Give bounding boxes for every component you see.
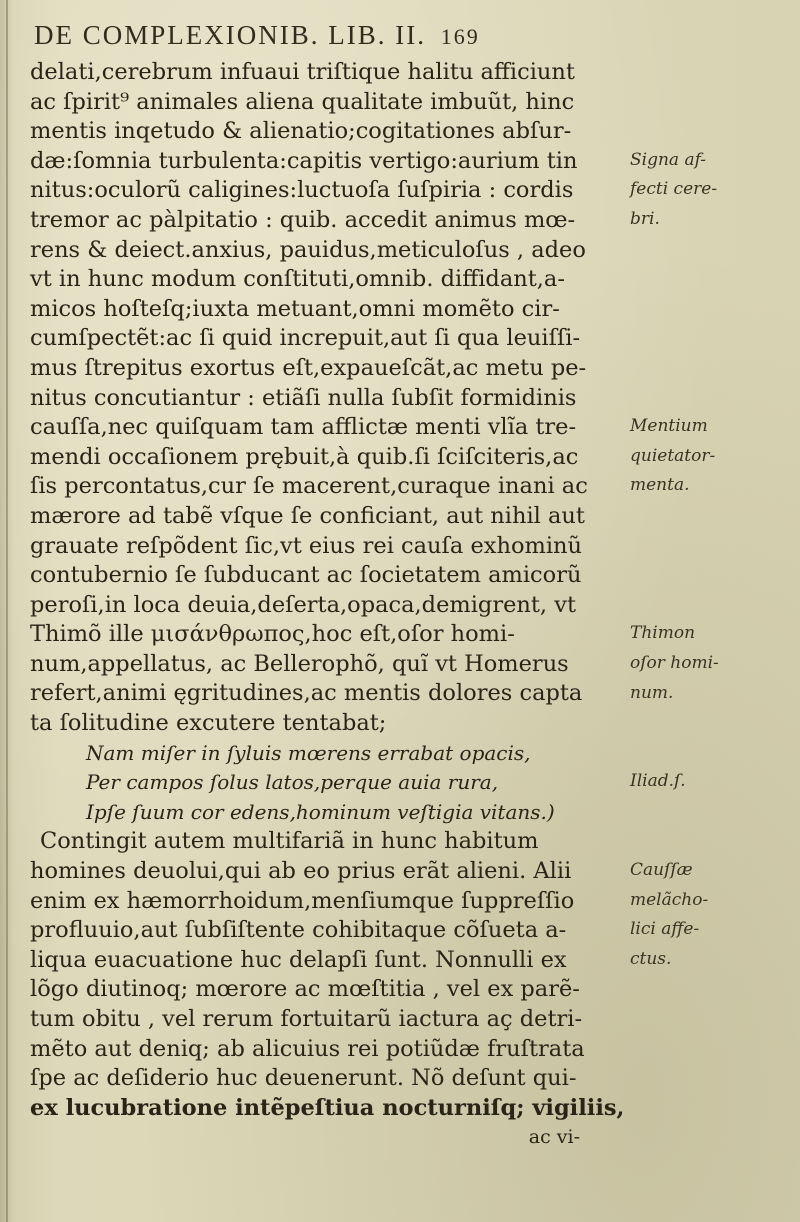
running-head-title: DE COMPLEXIONIB. LIB. II. [34, 20, 426, 50]
text-line: Ipſe ſuum cor edens,hominum veſtigia vitans.) [86, 799, 555, 824]
text-line: homines deuolui,qui ab eo prius erãt alieni. Alii [30, 858, 572, 885]
main-text-block [30, 58, 625, 1153]
text-line: liqua euacuatione huc delapſi ſunt. Nonnulli ex [30, 946, 567, 973]
text-line: nitus concutiantur : etiãſi nulla ſubſit formidinis [30, 384, 577, 411]
text-line: mærore ad tabẽ vſque ſe conficiant, aut nihil aut [30, 502, 585, 529]
text-line: contubernio ſe ſubducant ac ſocietatem amicorũ [30, 562, 582, 589]
margin-note: Cauſſæ [630, 860, 693, 881]
page-gutter-line [6, 0, 8, 1222]
text-line: Thimõ ille μισάνθρωπος,hoc eſt,oſor homi- [30, 621, 515, 648]
text-line: grauate reſpõdent ſic,vt eius rei cauſa exhominũ [30, 532, 582, 559]
margin-note: oſor homi- [630, 653, 719, 673]
text-line: profluuio,aut ſubſiſtente cohibitaque cõſueta a- [30, 917, 567, 944]
margin-note: Signa af- [630, 149, 707, 170]
text-line: ex lucubratione intẽpeſtiua nocturniſq; vigiliis, [30, 1094, 625, 1121]
text-line: mentis inqetudo & alienatio;cogitationes abſur- [30, 118, 572, 145]
text-line: rens & deiect.anxius, pauidus,meticuloſus , adeo [30, 236, 586, 263]
text-line: ſis percontatus,cur ſe macerent,curaque inani ac [30, 473, 588, 500]
margin-note: Thimon [630, 623, 696, 644]
page-number: 169 [440, 24, 480, 49]
margin-note: lici affe- [630, 919, 700, 940]
text-line: refert,animi ęgritudines,ac mentis dolores capta [30, 680, 583, 707]
text-line: mendi occaſionem prębuit,à quib.ſi ſciſciteris,ac [30, 443, 579, 470]
text-line: ſpe ac deſiderio huc deuenerunt. Nõ deſunt qui- [30, 1065, 577, 1092]
text-line: Contingit autem multifariã in hunc habitum [40, 828, 539, 855]
text-line: dæ:ſomnia turbulenta:capitis vertigo:aurium tin [30, 147, 578, 174]
margin-note: bri. [630, 209, 660, 229]
margin-note: quietator- [630, 445, 716, 466]
catchword: ac vi- [528, 1126, 580, 1149]
text-line: Nam miſer in ſyluis mœrens errabat opacis, [86, 740, 531, 765]
text-line: vt in hunc modum conſtituti,omnib. diffidant,a- [30, 266, 565, 293]
text-line: ac ſpirit⁹ animales aliena qualitate imbuũt, hinc [30, 88, 575, 115]
text-line: lõgo diutinoq; mœrore ac mœſtitia , vel ex parẽ- [30, 976, 580, 1003]
text-line: mẽto aut deniq; ab alicuius rei potiũdæ fruſtrata [30, 1035, 585, 1062]
margin-note: ctus. [630, 949, 672, 969]
text-line: num,appellatus, ac Bellerophõ, quĩ vt Homerus [30, 650, 569, 677]
text-line: ta ſolitudine excutere tentabat; [30, 710, 387, 737]
text-line: peroſi,in loca deuia,deſerta,opaca,demigrent, vt [30, 591, 576, 618]
margin-note: Mentium [630, 416, 708, 437]
text-line: enim ex hæmorrhoidum,menſiumque ſuppreſſio [30, 887, 575, 914]
margin-note: num. [630, 682, 674, 703]
text-line: nitus:oculorũ caligines:luctuoſa ſuſpiria : cordis [30, 177, 574, 204]
margin-note: menta. [630, 475, 690, 496]
text-line: micos hoſteſq;iuxta metuant,omni momẽto cir- [30, 295, 560, 322]
running-head [34, 20, 594, 51]
margin-note: Iliad.ſ. [630, 771, 686, 792]
text-line: cauſſa,nec quiſquam tam afflictæ menti vlĩa tre- [30, 414, 577, 441]
text-line: mus ſtrepitus exortus eſt,expaueſcãt,ac metu pe- [30, 354, 587, 381]
text-line: cumſpectẽt:ac ſi quid increpuit,aut ſi qua leuiſſi- [30, 325, 581, 352]
margin-note: fecti cere- [630, 179, 718, 200]
text-line: Per campos ſolus latos,perque auia rura, [86, 770, 499, 795]
text-line: tremor ac pàlpitatio : quib. accedit animus mœ- [30, 206, 576, 233]
text-line: delati,cerebrum infuaui triſtique halitu afficiunt [30, 59, 575, 85]
text-line: tum obitu , vel rerum fortuitarũ iactura aç detri- [30, 1006, 583, 1032]
margin-note: melãcho- [630, 889, 709, 910]
